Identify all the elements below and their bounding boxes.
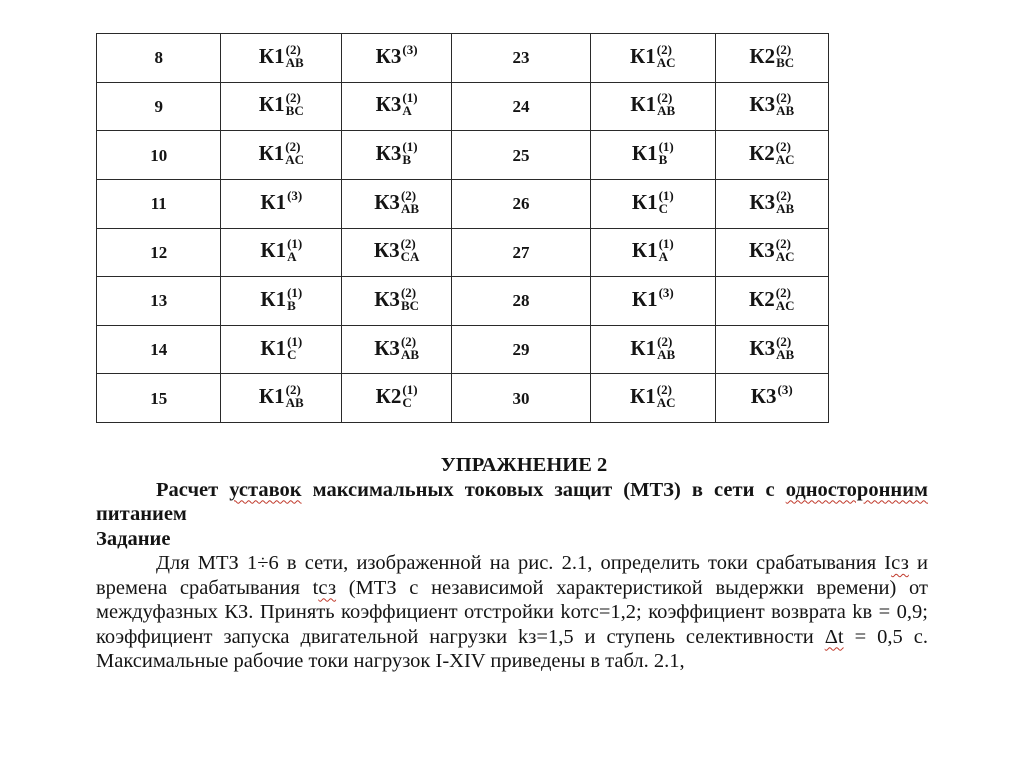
variant-number: 29 — [452, 325, 591, 374]
fault-code-sup: (2) — [776, 41, 792, 57]
fault-code-indices — [287, 335, 302, 361]
subtitle-part-1: Расчет — [156, 478, 230, 501]
table-row — [97, 325, 829, 374]
fault-code-sub: AB — [776, 346, 795, 362]
fault-code-sup: (3) — [658, 284, 674, 300]
fault-code-cell — [221, 82, 342, 131]
fault-code-indices — [402, 383, 417, 409]
fault-code-sub: AB — [776, 200, 795, 216]
variant-number: 13 — [97, 277, 221, 326]
table-row — [97, 277, 829, 326]
fault-code-sub: AB — [285, 54, 304, 70]
fault-code-cell — [715, 374, 828, 423]
fault-code — [630, 382, 676, 411]
fault-code-cell — [591, 228, 715, 277]
fault-code-cell — [715, 34, 828, 83]
fault-code-sub: C — [287, 346, 297, 362]
fault-code-sup: (1) — [402, 382, 418, 398]
fault-code-sub: AB — [657, 346, 676, 362]
fault-code-indices — [287, 286, 302, 312]
para-delta-t: Δt — [824, 625, 844, 648]
fault-code-sup: (2) — [657, 333, 673, 349]
subtitle-part-3: питанием — [96, 503, 187, 525]
fault-code-indices — [659, 237, 674, 263]
fault-code — [749, 41, 795, 71]
subtitle-word-ustavok: уставок — [229, 478, 302, 501]
fault-code-indices — [402, 91, 417, 117]
fault-code-cell — [221, 325, 342, 374]
fault-code-sup: (2) — [775, 284, 791, 300]
fault-code — [630, 90, 676, 119]
fault-code — [749, 284, 795, 314]
fault-code-base: К2 — [749, 286, 775, 311]
fault-code-base: К3 — [749, 335, 776, 360]
fault-code-sup: (1) — [658, 187, 674, 203]
variant-number: 23 — [452, 34, 591, 83]
variant-number: 25 — [452, 131, 591, 180]
fault-code-base: К1 — [258, 140, 285, 165]
fault-code-base: К1 — [260, 335, 287, 360]
fault-code-sup: (1) — [402, 90, 418, 106]
fault-code-cell — [342, 228, 452, 277]
fault-code-base: К2 — [375, 384, 402, 408]
fault-code-cell — [591, 82, 715, 131]
variant-number: 14 — [97, 325, 221, 374]
fault-code-sub: AC — [775, 152, 795, 168]
fault-code-cell — [591, 277, 715, 326]
fault-code-base: К1 — [260, 238, 287, 263]
fault-code-indices — [401, 286, 419, 312]
table-row — [97, 82, 829, 131]
fault-code-indices — [776, 335, 794, 361]
fault-code-indices — [776, 43, 794, 69]
fault-code-sup: (3) — [402, 41, 418, 57]
fault-code-base: К3 — [373, 238, 400, 263]
fault-code-cell — [221, 34, 342, 83]
fault-code — [631, 236, 674, 265]
variants-table — [96, 33, 829, 423]
fault-code-indices — [659, 189, 674, 215]
fault-code — [374, 284, 419, 314]
fault-code-sub: A — [402, 103, 412, 119]
task-paragraph — [96, 551, 928, 674]
fault-code-cell — [591, 131, 715, 180]
fault-code-indices — [776, 91, 794, 117]
fault-code — [374, 333, 419, 363]
fault-code-indices — [657, 43, 676, 69]
fault-code-sup: (2) — [657, 90, 673, 106]
fault-code-base: К3 — [749, 189, 776, 214]
fault-code-sup: (2) — [285, 41, 301, 57]
fault-code-cell — [221, 228, 342, 277]
fault-code-sup: (2) — [776, 187, 792, 203]
fault-code-base: К3 — [374, 286, 400, 311]
fault-code-base: К3 — [374, 189, 400, 214]
variant-number: 10 — [97, 131, 221, 180]
subtitle-word-odnostoronnim: односторонним — [785, 478, 928, 501]
fault-code-cell — [715, 228, 828, 277]
fault-code-indices — [776, 189, 794, 215]
fault-code-indices — [657, 335, 675, 361]
fault-code-indices — [286, 43, 304, 69]
para-part-4: = 0,5 с. Максимальные рабочие токи нагрузок I-XIV приведены в табл. 2.1, — [96, 625, 928, 672]
exercise-title: УПРАЖНЕНИЕ 2 — [440, 454, 608, 476]
fault-code-sup: (2) — [400, 187, 417, 203]
fault-code-sub: AC — [656, 395, 676, 411]
fault-code-sub: B — [287, 297, 296, 313]
fault-code-base: К3 — [750, 384, 777, 408]
fault-code-indices — [778, 383, 793, 409]
fault-code — [258, 139, 305, 168]
fault-code-sub: CA — [400, 249, 420, 265]
fault-code-cell — [221, 179, 342, 228]
fault-code-sub — [402, 56, 417, 69]
variant-number: 26 — [452, 179, 591, 228]
fault-code — [375, 139, 418, 168]
fault-code-indices — [287, 189, 302, 215]
variant-number: 30 — [452, 374, 591, 423]
para-part-3: (МТЗ с независимой характеристикой выдержки времени) от междуфазных КЗ. Принять коэффициент отстройки kотс=1,2; коэффициент возврата kв = 0,9; коэффициент запуска двигательной нагрузки kз=1,5 и ступень селективности — [96, 576, 928, 648]
fault-code — [258, 382, 304, 411]
fault-code — [749, 90, 795, 119]
fault-code-sub — [778, 396, 793, 409]
fault-code-base: К2 — [749, 43, 776, 68]
fault-code-indices — [657, 91, 675, 117]
fault-code — [375, 90, 418, 119]
fault-code-indices — [401, 237, 420, 263]
variants-table-container — [96, 33, 829, 423]
fault-code-indices — [659, 140, 674, 166]
fault-code-sub: B — [402, 152, 412, 168]
fault-code-base: К3 — [749, 238, 775, 263]
fault-code-indices — [776, 286, 795, 312]
fault-code-base: К3 — [375, 140, 402, 165]
fault-code-sup: (2) — [285, 382, 301, 398]
fault-code-base: К1 — [631, 286, 658, 311]
fault-code-base: К1 — [260, 189, 287, 214]
exercise-subtitle — [96, 478, 928, 527]
fault-code-sup: (1) — [287, 333, 303, 349]
fault-code-base: К1 — [258, 92, 285, 117]
fault-code-cell — [715, 325, 828, 374]
fault-code-sub: C — [402, 395, 412, 411]
fault-code-cell — [591, 179, 715, 228]
fault-code-base: К2 — [749, 140, 775, 165]
fault-code-sup: (2) — [285, 90, 301, 106]
variant-number: 24 — [452, 82, 591, 131]
fault-code — [258, 41, 304, 71]
fault-code — [258, 90, 304, 119]
fault-code-sub: BC — [285, 103, 304, 119]
fault-code-sub: AB — [400, 346, 419, 362]
fault-code-indices — [285, 140, 304, 166]
fault-code-indices — [401, 189, 419, 215]
fault-code-sup: (1) — [287, 236, 303, 252]
variant-number: 28 — [452, 277, 591, 326]
fault-code-cell — [342, 131, 452, 180]
fault-code-cell — [342, 82, 452, 131]
fault-code-base: К1 — [630, 43, 656, 68]
para-sub-sz-1: сз — [891, 552, 909, 574]
fault-code-indices — [402, 43, 417, 69]
fault-code-sup: (2) — [400, 284, 417, 300]
fault-code-sup: (2) — [400, 236, 416, 252]
fault-code-indices — [659, 286, 674, 312]
fault-code-sup: (2) — [776, 333, 792, 349]
exercise-section — [96, 453, 928, 674]
fault-code-cell — [221, 277, 342, 326]
fault-code-cell — [715, 277, 828, 326]
fault-code-base: К3 — [374, 335, 400, 360]
fault-code-sup: (3) — [287, 187, 303, 203]
subtitle-part-2: максимальных токовых защит (МТЗ) в сети с — [301, 478, 786, 501]
fault-code-indices — [657, 383, 676, 409]
fault-code-sub: AC — [775, 249, 795, 265]
fault-code-sup: (1) — [658, 139, 674, 155]
fault-code — [631, 284, 674, 314]
fault-code-sub: AC — [775, 297, 795, 313]
fault-code-sup: (2) — [400, 333, 417, 349]
fault-code-base: К1 — [630, 384, 656, 408]
fault-code-sup: (1) — [402, 139, 418, 155]
fault-code-base: К1 — [631, 238, 658, 263]
fault-code — [750, 382, 793, 411]
fault-code-sup: (1) — [658, 236, 674, 252]
fault-code — [375, 382, 418, 411]
fault-code-sup: (2) — [285, 139, 301, 155]
fault-code-sup: (2) — [656, 41, 672, 57]
table-row — [97, 179, 829, 228]
fault-code-sub: AB — [285, 395, 304, 411]
fault-code — [260, 284, 303, 314]
fault-code — [260, 333, 303, 363]
variant-number: 27 — [452, 228, 591, 277]
fault-code-base: К3 — [375, 92, 402, 117]
variant-number: 12 — [97, 228, 221, 277]
fault-code — [749, 187, 795, 217]
fault-code-cell — [715, 179, 828, 228]
fault-code-sub — [659, 299, 674, 312]
fault-code-sup: (2) — [775, 236, 791, 252]
fault-code — [749, 333, 795, 363]
fault-code-indices — [286, 91, 304, 117]
fault-code-base: К1 — [631, 189, 658, 214]
fault-code — [260, 187, 303, 217]
fault-code-base: К1 — [260, 286, 287, 311]
fault-code-base: К3 — [749, 92, 776, 117]
fault-code — [373, 236, 420, 265]
fault-code-sub: AC — [285, 152, 305, 168]
fault-code-base: К1 — [258, 384, 285, 408]
fault-code-base: К3 — [375, 43, 402, 68]
variant-number: 9 — [97, 82, 221, 131]
fault-code-sub: AB — [657, 103, 676, 119]
fault-code-cell — [591, 374, 715, 423]
fault-code-indices — [402, 140, 417, 166]
fault-code-cell — [221, 131, 342, 180]
fault-code-sup: (2) — [656, 382, 672, 398]
fault-code-cell — [342, 325, 452, 374]
para-part-1: Для МТЗ 1÷6 в сети, изображенной на рис. 2.1, определить токи срабатывания I — [156, 552, 892, 574]
fault-code — [630, 333, 676, 363]
fault-code-sub: B — [658, 152, 668, 168]
fault-code-cell — [342, 179, 452, 228]
fault-code-sub: BC — [776, 54, 795, 70]
fault-code-cell — [591, 325, 715, 374]
table-row — [97, 131, 829, 180]
fault-code-sup: (2) — [776, 90, 792, 106]
variant-number: 11 — [97, 179, 221, 228]
table-row — [97, 34, 829, 83]
fault-code-sub: AB — [776, 103, 795, 119]
fault-code-sup: (2) — [775, 139, 791, 155]
fault-code — [631, 187, 674, 217]
fault-code-sub: BC — [400, 297, 419, 313]
fault-code-indices — [776, 140, 795, 166]
fault-code-sub: AB — [400, 200, 419, 216]
variant-number: 15 — [97, 374, 221, 423]
fault-code-sub: AC — [656, 54, 676, 70]
fault-code-indices — [776, 237, 795, 263]
fault-code-cell — [342, 34, 452, 83]
fault-code-base: К1 — [630, 92, 657, 117]
fault-code-cell — [715, 82, 828, 131]
fault-code-sub: C — [658, 200, 668, 216]
fault-code-cell — [342, 277, 452, 326]
table-row — [97, 374, 829, 423]
fault-code-sup: (1) — [287, 284, 303, 300]
fault-code — [749, 236, 795, 265]
table-row — [97, 228, 829, 277]
fault-code-sub — [287, 202, 302, 215]
fault-code-base: К1 — [258, 43, 285, 68]
fault-code-sup: (3) — [777, 382, 793, 398]
fault-code — [631, 139, 674, 168]
fault-code — [374, 187, 419, 217]
task-label: Задание — [96, 527, 171, 550]
variant-number: 8 — [97, 34, 221, 83]
fault-code-indices — [287, 237, 302, 263]
fault-code-indices — [401, 335, 419, 361]
fault-code — [630, 41, 676, 71]
fault-code — [260, 236, 303, 265]
fault-code-base: К1 — [630, 335, 657, 360]
fault-code-cell — [591, 34, 715, 83]
fault-code-cell — [221, 374, 342, 423]
para-part-2: и времена срабатывания t — [96, 552, 928, 599]
fault-code-sub: A — [287, 249, 297, 265]
fault-code-sub: A — [658, 249, 668, 265]
para-sub-sz-2: сз — [318, 576, 337, 599]
fault-code-indices — [286, 383, 304, 409]
fault-code-cell — [715, 131, 828, 180]
table-body — [97, 34, 829, 423]
fault-code-base: К1 — [631, 140, 658, 165]
fault-code-cell — [342, 374, 452, 423]
fault-code — [749, 139, 795, 168]
fault-code — [375, 41, 418, 71]
